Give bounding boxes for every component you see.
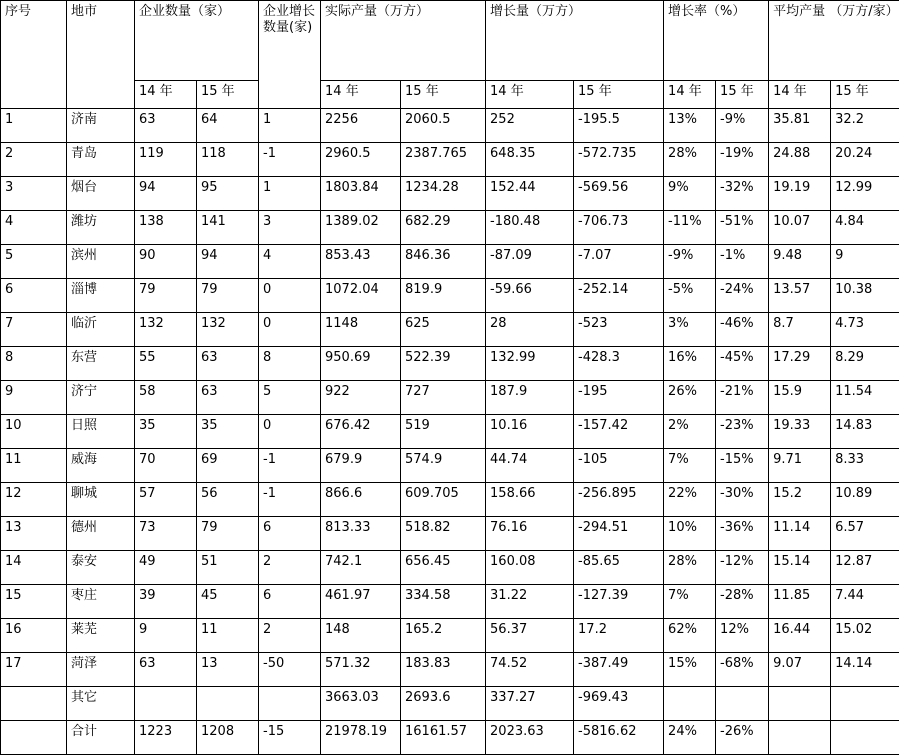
cell-inc14: 160.08 — [486, 551, 574, 585]
table-row — [1, 585, 899, 619]
cell-count14: 119 — [135, 143, 197, 177]
header-increase-15: 15 年 — [574, 81, 664, 109]
cell-no: 4 — [1, 211, 67, 245]
cell-out14: 866.6 — [321, 483, 401, 517]
cell-avg15: 6.57 — [831, 517, 899, 551]
cell-city: 聊城 — [67, 483, 135, 517]
cell-no: 15 — [1, 585, 67, 619]
cell-rate14: -5% — [664, 279, 716, 313]
cell-growth: 0 — [259, 313, 321, 347]
cell-rate15: -28% — [716, 585, 769, 619]
header-rate-15: 15 年 — [716, 81, 769, 109]
cell-avg15: 10.89 — [831, 483, 899, 517]
cell-count14 — [135, 687, 197, 721]
cell-out14: 571.32 — [321, 653, 401, 687]
cell-avg14: 35.81 — [769, 109, 831, 143]
cell-rate15: -9% — [716, 109, 769, 143]
cell-count15: 45 — [197, 585, 259, 619]
cell-out14: 3663.03 — [321, 687, 401, 721]
cell-out14: 461.97 — [321, 585, 401, 619]
header-average: 平均产量 （万方/家） — [769, 1, 899, 81]
cell-inc14: 648.35 — [486, 143, 574, 177]
cell-count15: 1208 — [197, 721, 259, 755]
cell-out14: 1148 — [321, 313, 401, 347]
cell-growth: 6 — [259, 585, 321, 619]
cell-count15: 63 — [197, 381, 259, 415]
cell-inc14: 252 — [486, 109, 574, 143]
cell-count15: 51 — [197, 551, 259, 585]
cell-rate14: 22% — [664, 483, 716, 517]
table-row — [1, 279, 899, 313]
cell-count14: 132 — [135, 313, 197, 347]
cell-inc14: 132.99 — [486, 347, 574, 381]
header-row-groups — [1, 1, 899, 81]
cell-inc14: 31.22 — [486, 585, 574, 619]
header-no: 序号 — [1, 1, 67, 109]
cell-out14: 2256 — [321, 109, 401, 143]
cell-rate15: -45% — [716, 347, 769, 381]
cell-avg14: 15.9 — [769, 381, 831, 415]
cell-avg15: 8.29 — [831, 347, 899, 381]
cell-no: 14 — [1, 551, 67, 585]
cell-avg15: 8.33 — [831, 449, 899, 483]
cell-city: 日照 — [67, 415, 135, 449]
cell-out15: 2387.765 — [401, 143, 486, 177]
cell-city: 东营 — [67, 347, 135, 381]
cell-city: 德州 — [67, 517, 135, 551]
cell-inc15: -105 — [574, 449, 664, 483]
cell-inc15: -428.3 — [574, 347, 664, 381]
cell-out15: 656.45 — [401, 551, 486, 585]
cell-inc15: -5816.62 — [574, 721, 664, 755]
cell-out14: 1389.02 — [321, 211, 401, 245]
cell-out15: 2060.5 — [401, 109, 486, 143]
cell-avg15: 15.02 — [831, 619, 899, 653]
cell-inc14: 187.9 — [486, 381, 574, 415]
cell-out14: 676.42 — [321, 415, 401, 449]
cell-count15: 118 — [197, 143, 259, 177]
cell-out15: 522.39 — [401, 347, 486, 381]
cell-count15: 13 — [197, 653, 259, 687]
cell-avg15: 14.14 — [831, 653, 899, 687]
cell-rate14: 28% — [664, 551, 716, 585]
cell-count14: 73 — [135, 517, 197, 551]
table-row — [1, 721, 899, 755]
cell-out14: 679.9 — [321, 449, 401, 483]
cell-out15: 2693.6 — [401, 687, 486, 721]
cell-rate14: 16% — [664, 347, 716, 381]
cell-inc15: -252.14 — [574, 279, 664, 313]
cell-rate15: -15% — [716, 449, 769, 483]
table-row — [1, 449, 899, 483]
cell-rate15: -12% — [716, 551, 769, 585]
cell-count14: 9 — [135, 619, 197, 653]
table-row — [1, 619, 899, 653]
cell-rate14: -11% — [664, 211, 716, 245]
cell-avg15: 4.84 — [831, 211, 899, 245]
cell-inc15: -256.895 — [574, 483, 664, 517]
table-row — [1, 177, 899, 211]
cell-out15: 609.705 — [401, 483, 486, 517]
cell-inc14: 28 — [486, 313, 574, 347]
cell-avg14: 19.33 — [769, 415, 831, 449]
cell-city: 其它 — [67, 687, 135, 721]
header-rate: 增长率（%） — [664, 1, 769, 81]
cell-out14: 1072.04 — [321, 279, 401, 313]
cell-inc15: -523 — [574, 313, 664, 347]
cell-city: 菏泽 — [67, 653, 135, 687]
table-row — [1, 483, 899, 517]
cell-inc14: -180.48 — [486, 211, 574, 245]
cell-rate14: 26% — [664, 381, 716, 415]
table-header — [1, 1, 899, 109]
header-count: 企业数量（家） — [135, 1, 259, 81]
cell-growth: 3 — [259, 211, 321, 245]
cell-count15: 35 — [197, 415, 259, 449]
cell-rate15: -51% — [716, 211, 769, 245]
cell-avg14: 13.57 — [769, 279, 831, 313]
cell-count14: 94 — [135, 177, 197, 211]
cell-avg15: 10.38 — [831, 279, 899, 313]
cell-city: 合计 — [67, 721, 135, 755]
cell-count15: 141 — [197, 211, 259, 245]
cell-rate14: 3% — [664, 313, 716, 347]
cell-count15 — [197, 687, 259, 721]
cell-out15: 1234.28 — [401, 177, 486, 211]
cell-no: 17 — [1, 653, 67, 687]
cell-rate15: -19% — [716, 143, 769, 177]
cell-avg14 — [769, 721, 831, 755]
cell-out14: 950.69 — [321, 347, 401, 381]
cell-count14: 1223 — [135, 721, 197, 755]
cell-inc14: 76.16 — [486, 517, 574, 551]
cell-no: 12 — [1, 483, 67, 517]
table-row — [1, 211, 899, 245]
cell-growth: 0 — [259, 279, 321, 313]
cell-inc14: 158.66 — [486, 483, 574, 517]
cell-growth: 5 — [259, 381, 321, 415]
cell-rate14: 10% — [664, 517, 716, 551]
cell-count15: 79 — [197, 279, 259, 313]
cell-inc15: -157.42 — [574, 415, 664, 449]
cell-no — [1, 687, 67, 721]
cell-rate14: 62% — [664, 619, 716, 653]
cell-out14: 922 — [321, 381, 401, 415]
cell-count14: 55 — [135, 347, 197, 381]
cell-rate15: -36% — [716, 517, 769, 551]
cell-count15: 69 — [197, 449, 259, 483]
cell-count15: 94 — [197, 245, 259, 279]
cell-no: 5 — [1, 245, 67, 279]
cell-rate15: -24% — [716, 279, 769, 313]
cell-growth: 1 — [259, 109, 321, 143]
cell-rate15: -30% — [716, 483, 769, 517]
cell-avg14: 10.07 — [769, 211, 831, 245]
table-row — [1, 415, 899, 449]
cell-count15: 79 — [197, 517, 259, 551]
cell-inc14: -59.66 — [486, 279, 574, 313]
cell-city: 淄博 — [67, 279, 135, 313]
cell-no — [1, 721, 67, 755]
table-row — [1, 109, 899, 143]
table-row — [1, 687, 899, 721]
table-body — [1, 109, 899, 755]
cell-rate15: -21% — [716, 381, 769, 415]
header-increase-14: 14 年 — [486, 81, 574, 109]
cell-avg15: 12.99 — [831, 177, 899, 211]
header-rate-14: 14 年 — [664, 81, 716, 109]
cell-inc15: -294.51 — [574, 517, 664, 551]
cell-out15: 727 — [401, 381, 486, 415]
cell-growth: 6 — [259, 517, 321, 551]
table-row — [1, 347, 899, 381]
cell-out15: 183.83 — [401, 653, 486, 687]
cell-count14: 79 — [135, 279, 197, 313]
cell-out14: 148 — [321, 619, 401, 653]
cell-growth: 2 — [259, 619, 321, 653]
cell-avg15: 20.24 — [831, 143, 899, 177]
cell-inc15: -706.73 — [574, 211, 664, 245]
cell-city: 济宁 — [67, 381, 135, 415]
cell-city: 枣庄 — [67, 585, 135, 619]
cell-rate14 — [664, 687, 716, 721]
cell-growth: 8 — [259, 347, 321, 381]
cell-count15: 132 — [197, 313, 259, 347]
cell-out15: 846.36 — [401, 245, 486, 279]
table-row — [1, 551, 899, 585]
cell-city: 威海 — [67, 449, 135, 483]
cell-inc15: -195 — [574, 381, 664, 415]
cell-avg14 — [769, 687, 831, 721]
cell-growth: 0 — [259, 415, 321, 449]
cell-no: 6 — [1, 279, 67, 313]
cell-inc14: -87.09 — [486, 245, 574, 279]
cell-no: 7 — [1, 313, 67, 347]
cell-growth: 4 — [259, 245, 321, 279]
cell-out15: 165.2 — [401, 619, 486, 653]
cell-out15: 334.58 — [401, 585, 486, 619]
cell-avg14: 19.19 — [769, 177, 831, 211]
header-average-14: 14 年 — [769, 81, 831, 109]
cell-growth: -1 — [259, 143, 321, 177]
cell-count14: 39 — [135, 585, 197, 619]
cell-rate14: 9% — [664, 177, 716, 211]
cell-growth: -50 — [259, 653, 321, 687]
cell-out14: 742.1 — [321, 551, 401, 585]
cell-avg15: 12.87 — [831, 551, 899, 585]
cell-avg14: 11.85 — [769, 585, 831, 619]
cell-growth: -1 — [259, 483, 321, 517]
cell-out15: 16161.57 — [401, 721, 486, 755]
header-growth: 企业增长数量(家) — [259, 1, 321, 109]
cell-inc15: -969.43 — [574, 687, 664, 721]
cell-avg14: 9.07 — [769, 653, 831, 687]
cell-avg14: 8.7 — [769, 313, 831, 347]
cell-count15: 11 — [197, 619, 259, 653]
cell-count14: 63 — [135, 109, 197, 143]
cell-avg15: 7.44 — [831, 585, 899, 619]
cell-city: 临沂 — [67, 313, 135, 347]
cell-inc15: -85.65 — [574, 551, 664, 585]
cell-growth: 2 — [259, 551, 321, 585]
header-count-14: 14 年 — [135, 81, 197, 109]
cell-inc15: -569.56 — [574, 177, 664, 211]
cell-out14: 1803.84 — [321, 177, 401, 211]
cell-inc14: 337.27 — [486, 687, 574, 721]
cell-avg14: 15.2 — [769, 483, 831, 517]
cell-inc14: 74.52 — [486, 653, 574, 687]
header-average-15: 15 年 — [831, 81, 899, 109]
cell-avg15: 11.54 — [831, 381, 899, 415]
cell-count15: 63 — [197, 347, 259, 381]
cell-out15: 519 — [401, 415, 486, 449]
cell-avg15: 4.73 — [831, 313, 899, 347]
cell-no: 1 — [1, 109, 67, 143]
table-row — [1, 381, 899, 415]
cell-growth: 1 — [259, 177, 321, 211]
cell-inc15: -195.5 — [574, 109, 664, 143]
cell-growth — [259, 687, 321, 721]
cell-city: 济南 — [67, 109, 135, 143]
cell-rate14: 28% — [664, 143, 716, 177]
cell-rate14: 13% — [664, 109, 716, 143]
cell-count14: 58 — [135, 381, 197, 415]
cell-avg15 — [831, 687, 899, 721]
cell-count14: 35 — [135, 415, 197, 449]
cell-rate15: -32% — [716, 177, 769, 211]
table-row — [1, 245, 899, 279]
cell-avg14: 9.71 — [769, 449, 831, 483]
cell-count14: 138 — [135, 211, 197, 245]
cell-rate14: 7% — [664, 449, 716, 483]
cell-no: 2 — [1, 143, 67, 177]
table-row — [1, 313, 899, 347]
cell-city: 泰安 — [67, 551, 135, 585]
cell-no: 10 — [1, 415, 67, 449]
cell-no: 13 — [1, 517, 67, 551]
cell-avg14: 17.29 — [769, 347, 831, 381]
cell-city: 潍坊 — [67, 211, 135, 245]
header-increase: 增长量（万方） — [486, 1, 664, 81]
cell-rate15: 12% — [716, 619, 769, 653]
cell-count14: 90 — [135, 245, 197, 279]
cell-rate15: -26% — [716, 721, 769, 755]
cell-rate14: 7% — [664, 585, 716, 619]
cell-inc14: 152.44 — [486, 177, 574, 211]
cell-avg14: 15.14 — [769, 551, 831, 585]
cell-avg15: 14.83 — [831, 415, 899, 449]
cell-out15: 574.9 — [401, 449, 486, 483]
cell-count14: 70 — [135, 449, 197, 483]
header-row-years — [1, 81, 899, 109]
cell-out14: 2960.5 — [321, 143, 401, 177]
cell-growth: -1 — [259, 449, 321, 483]
header-output: 实际产量（万方） — [321, 1, 486, 81]
cell-out15: 518.82 — [401, 517, 486, 551]
cell-count15: 64 — [197, 109, 259, 143]
cell-inc14: 44.74 — [486, 449, 574, 483]
cell-out15: 819.9 — [401, 279, 486, 313]
header-output-15: 15 年 — [401, 81, 486, 109]
cell-avg15 — [831, 721, 899, 755]
cell-rate14: 2% — [664, 415, 716, 449]
cell-inc15: -572.735 — [574, 143, 664, 177]
cell-city: 滨州 — [67, 245, 135, 279]
cell-rate14: -9% — [664, 245, 716, 279]
cell-no: 16 — [1, 619, 67, 653]
cell-city: 青岛 — [67, 143, 135, 177]
cell-count15: 56 — [197, 483, 259, 517]
cell-rate15: -46% — [716, 313, 769, 347]
cell-rate14: 15% — [664, 653, 716, 687]
cell-avg14: 9.48 — [769, 245, 831, 279]
header-city: 地市 — [67, 1, 135, 109]
cell-inc15: -7.07 — [574, 245, 664, 279]
cell-out15: 682.29 — [401, 211, 486, 245]
cell-avg15: 9 — [831, 245, 899, 279]
header-output-14: 14 年 — [321, 81, 401, 109]
cell-inc15: 17.2 — [574, 619, 664, 653]
cell-count15: 95 — [197, 177, 259, 211]
cell-avg14: 11.14 — [769, 517, 831, 551]
cell-rate15: -23% — [716, 415, 769, 449]
cell-inc14: 56.37 — [486, 619, 574, 653]
cell-growth: -15 — [259, 721, 321, 755]
cell-avg14: 16.44 — [769, 619, 831, 653]
cell-inc15: -127.39 — [574, 585, 664, 619]
cell-count14: 57 — [135, 483, 197, 517]
cell-inc15: -387.49 — [574, 653, 664, 687]
table-row — [1, 143, 899, 177]
cell-no: 8 — [1, 347, 67, 381]
cell-rate14: 24% — [664, 721, 716, 755]
cell-count14: 63 — [135, 653, 197, 687]
cell-inc14: 10.16 — [486, 415, 574, 449]
cell-avg14: 24.88 — [769, 143, 831, 177]
table-row — [1, 517, 899, 551]
cell-city: 莱芜 — [67, 619, 135, 653]
cell-avg15: 32.2 — [831, 109, 899, 143]
cell-inc14: 2023.63 — [486, 721, 574, 755]
cell-rate15 — [716, 687, 769, 721]
cell-out14: 853.43 — [321, 245, 401, 279]
cell-rate15: -68% — [716, 653, 769, 687]
cell-out14: 813.33 — [321, 517, 401, 551]
table-row — [1, 653, 899, 687]
cell-count14: 49 — [135, 551, 197, 585]
cell-no: 3 — [1, 177, 67, 211]
cell-no: 9 — [1, 381, 67, 415]
cell-out14: 21978.19 — [321, 721, 401, 755]
cell-rate15: -1% — [716, 245, 769, 279]
cell-no: 11 — [1, 449, 67, 483]
cell-out15: 625 — [401, 313, 486, 347]
cell-city: 烟台 — [67, 177, 135, 211]
header-count-15: 15 年 — [197, 81, 259, 109]
